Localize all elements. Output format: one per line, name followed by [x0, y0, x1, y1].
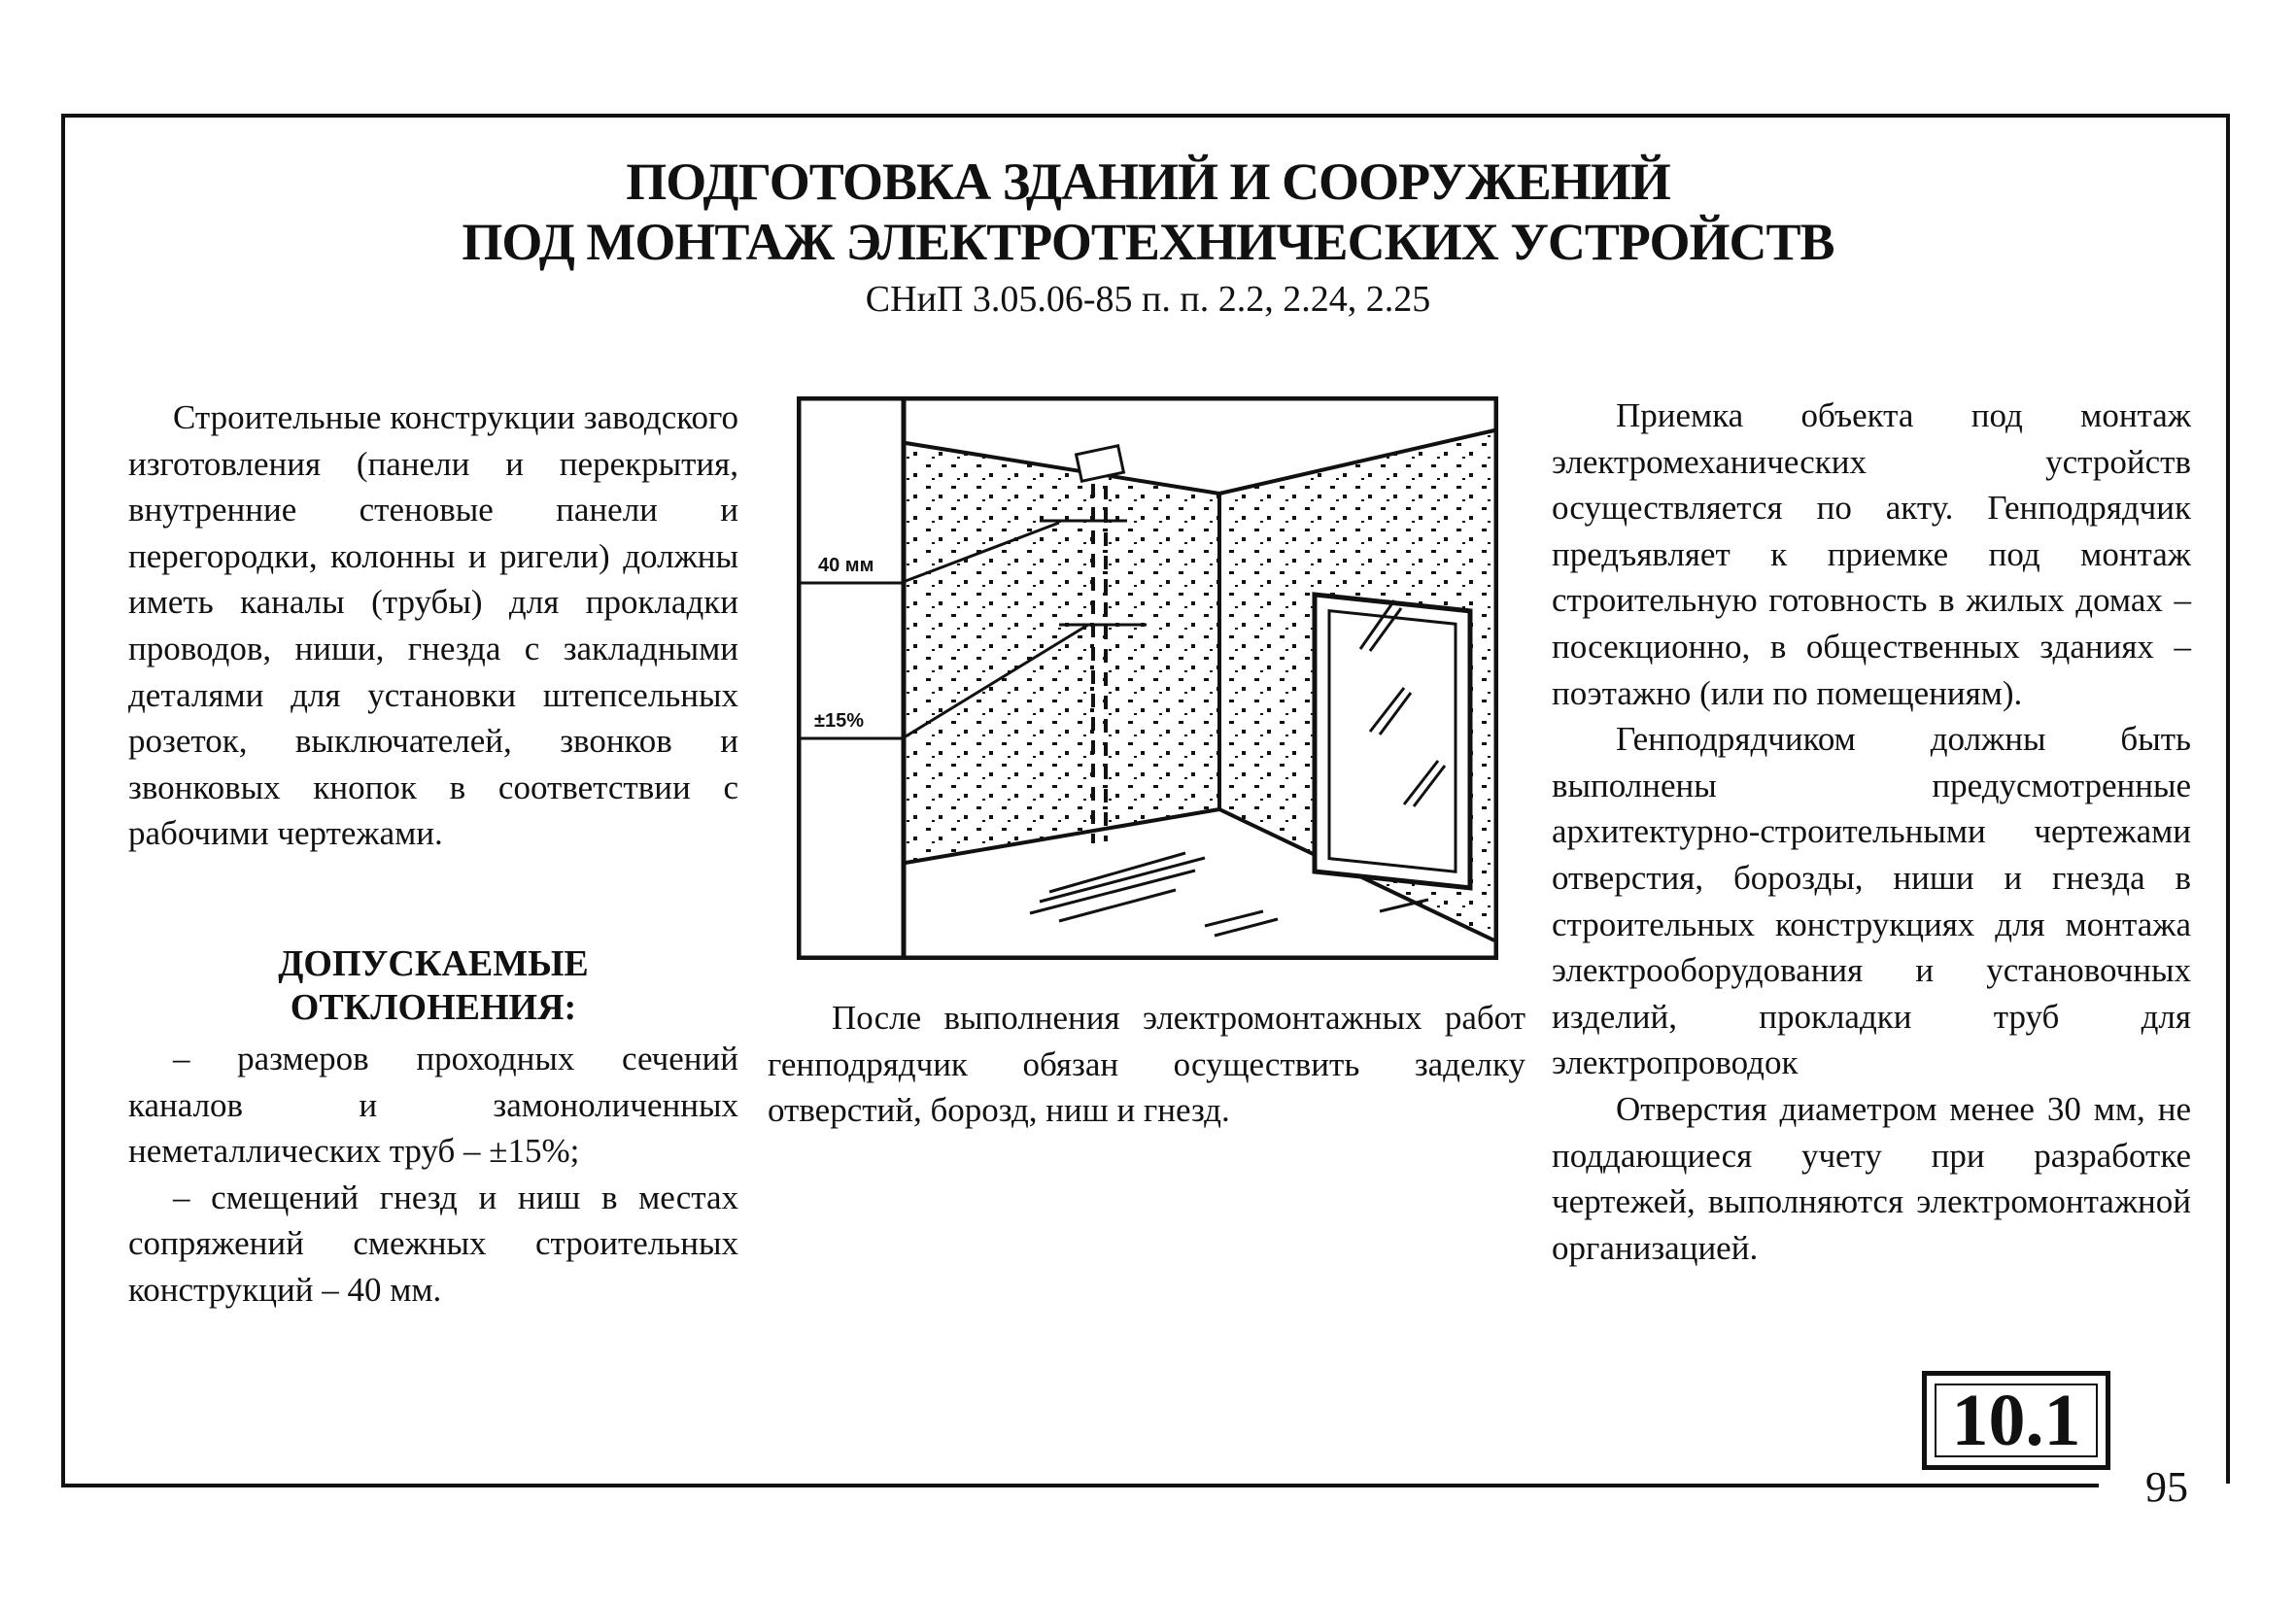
deviations-heading-line-2: ОТКЛОНЕНИЯ: — [290, 987, 577, 1028]
tolerance-label: ±15% — [814, 710, 865, 732]
acceptance-text — [1552, 393, 2191, 1271]
section-number-badge — [1922, 1371, 2110, 1470]
illustration-caption — [768, 995, 1525, 1134]
page-title-line-1: ПОДГОТОВКА ЗДАНИЙ И СООРУЖЕНИЙ — [626, 153, 1670, 211]
offset-label: 40 мм — [818, 555, 874, 576]
contractor-paragraph: Генподрядчиком должны быть выполнены предусмотренные архитектурно-строительными чертежами отверстия, борозды, ниши и гнезда в строительных конструкциях для монтажа электрооборудования и установочных изделий, прокладки труб для электропроводок — [1552, 720, 2191, 1082]
section-number: 10.1 — [1951, 1380, 2081, 1461]
standard-reference: СНиП 3.05.06-85 п. п. 2.2, 2.24, 2.25 — [865, 279, 1431, 320]
caption-text: После выполнения электромонтажных работ генподрядчик обязан осуществить заделку отверстий, борозд, ниш и гнезд. — [768, 999, 1525, 1130]
intro-paragraph: Строительные конструкции заводского изготовления (панели и перекрытия, внутренние стеновые панели и перегородки, колонны и ригели) должны иметь каналы (трубы) для прокладки проводов, ниши, гнезда с закладными деталями для установки штепсельных розеток, выключателей, звонков и звонковых кнопок в соответствии с рабочими чертежами. — [128, 398, 738, 853]
deviations-heading — [128, 942, 738, 1030]
intro-text — [128, 394, 738, 857]
deviation-item: – размеров проходных сечений каналов и замоноличенных неметаллических труб – ±15%; — [128, 1040, 738, 1171]
deviations-list — [128, 1036, 738, 1314]
page-number: 95 — [2145, 1463, 2188, 1511]
page-title-line-2: ПОД МОНТАЖ ЭЛЕКТРОТЕХНИЧЕСКИХ УСТРОЙСТВ — [462, 213, 1834, 271]
small-holes-paragraph: Отверстия диаметром менее 30 мм, не поддающиеся учету при разработке чертежей, выполняются электромонтажной организацией. — [1552, 1089, 2191, 1267]
deviations-heading-line-1: ДОПУСКАЕМЫЕ — [278, 943, 589, 984]
left-wall-texture — [906, 443, 1219, 863]
room-illustration — [797, 396, 1498, 960]
window — [1315, 595, 1470, 888]
deviation-item: – смещений гнезд и ниш в местах сопряжений смежных строительных конструкций – 40 мм. — [128, 1178, 738, 1309]
acceptance-paragraph: Приемка объекта под монтаж электромеханических устройств осуществляется по акту. Генподрядчик предъявляет к приемке под монтаж строительную готовность в жилых домах – посекционно, в общественных зданиях – поэтажно (или по помещениям). — [1552, 396, 2191, 712]
